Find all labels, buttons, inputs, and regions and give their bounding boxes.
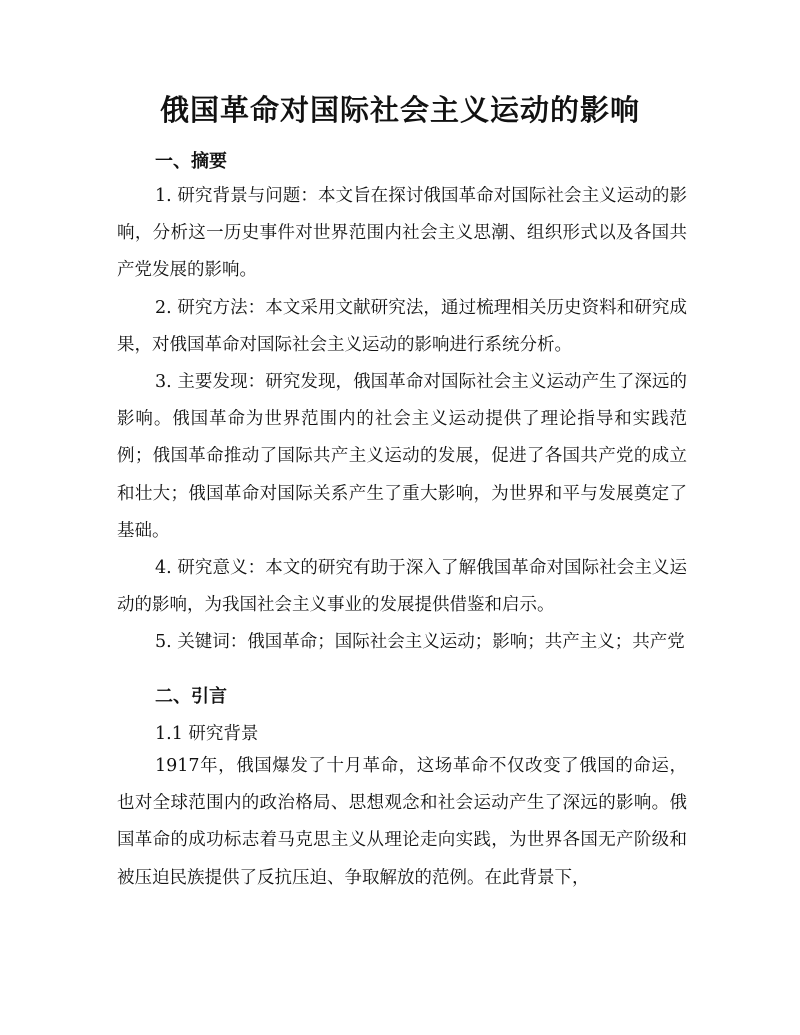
abstract-item-3: 3. 主要发现：研究发现，俄国革命对国际社会主义运动产生了深远的影响。俄国革命为世界范围内的社会主义运动提供了理论指导和实践范例；俄国革命推动了国际共产主义运动的发展，促进了各国共产党的成立和壮大；俄国革命对国际关系产生了重大影响，为世界和平与发展奠定了基础。	[117, 372, 687, 541]
abstract-item-5: 5. 关键词：俄国革命；国际社会主义运动；影响；共产主义；共产党	[155, 632, 685, 652]
section-heading-introduction: 二、引言	[155, 686, 227, 707]
abstract-item-1: 1. 研究背景与问题：本文旨在探讨俄国革命对国际社会主义运动的影响，分析这一历史事件对世界范围内社会主义思潮、组织形式以及各国共产党发展的影响。	[117, 186, 687, 281]
abstract-item-4: 4. 研究意义：本文的研究有助于深入了解俄国革命对国际社会主义运动的影响，为我国社会主义事业的发展提供借鉴和启示。	[117, 558, 687, 616]
abstract-item-2: 2. 研究方法：本文采用文献研究法，通过梳理相关历史资料和研究成果，对俄国革命对国际社会主义运动的影响进行系统分析。	[117, 298, 687, 356]
document-title: 俄国革命对国际社会主义运动的影响	[159, 93, 640, 127]
introduction-paragraph: 1917年，俄国爆发了十月革命，这场革命不仅改变了俄国的命运，也对全球范围内的政治格局、思想观念和社会运动产生了深远的影响。俄国革命的成功标志着马克思主义从理论走向实践，为世界各国无产阶级和被压迫民族提供了反抗压迫、争取解放的范例。在此背景下，	[117, 756, 687, 888]
subsection-heading: 1.1 研究背景	[155, 724, 259, 744]
section-heading-abstract: 一、摘要	[155, 151, 227, 172]
